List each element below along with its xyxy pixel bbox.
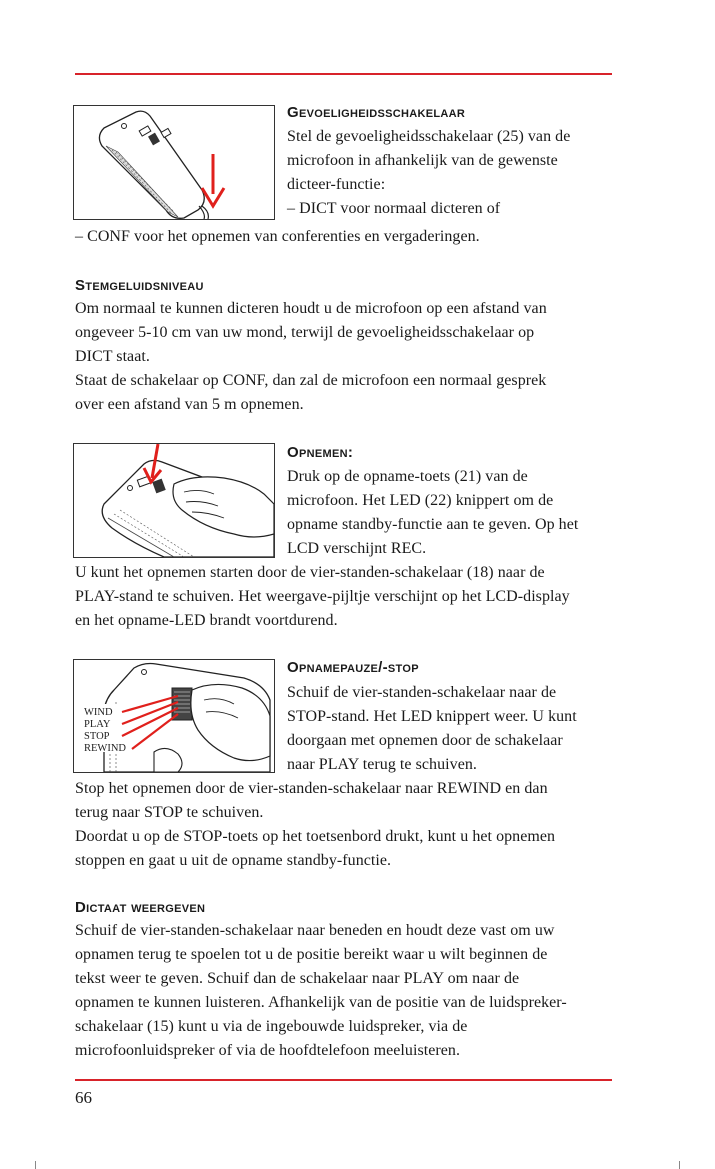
heading-dictaat-weergeven: Dictaat weergeven [75, 899, 206, 916]
text-line: PLAY-stand te schuiven. Het weergave-pijltje verschijnt op het LCD-display [75, 588, 570, 605]
text-line: Schuif de vier-standen-schakelaar naar beneden en houdt deze vast om uw [75, 922, 555, 939]
text-line: – CONF voor het opnemen van conferenties en vergaderingen. [75, 228, 480, 245]
text-line: DICT staat. [75, 348, 150, 365]
text-line: microfoonluidspreker of via de hoofdtelefoon meeluisteren. [75, 1042, 460, 1059]
text-line: U kunt het opnemen starten door de vier-standen-schakelaar (18) naar de [75, 564, 545, 581]
text-line: Doordat u op de STOP-toets op het toetsenbord drukt, kunt u het opnemen [75, 828, 556, 845]
switch-label-rewind: REWIND [84, 743, 126, 754]
bottom-rule [75, 1079, 612, 1081]
text-line: opnamen terug te spoelen tot u de positie bereikt waar u wilt beginnen de [75, 946, 548, 963]
switch-label-wind: WIND [84, 707, 113, 718]
text-line: LCD verschijnt REC. [287, 540, 427, 557]
text-line: Staat de schakelaar op CONF, dan zal de microfoon een normaal gesprek [75, 372, 547, 389]
text-line: stoppen en gaat u uit de opname standby-functie. [75, 852, 392, 869]
crop-mark [679, 1161, 680, 1169]
four-position-switch-figure [73, 659, 275, 773]
text-line: ongeveer 5-10 cm van uw mond, terwijl de gevoeligheidsschakelaar op [75, 324, 535, 341]
heading-gevoeligheidsschakelaar: Gevoeligheidsschakelaar [287, 104, 466, 121]
page-number: 66 [75, 1088, 92, 1107]
text-line: Schuif de vier-standen-schakelaar naar de [287, 684, 557, 701]
record-button-figure [73, 443, 275, 558]
text-line: Stel de gevoeligheidsschakelaar (25) van de [287, 128, 571, 145]
text-line: opname standby-functie aan te geven. Op het [287, 516, 579, 533]
heading-opnemen: Opnemen: [287, 444, 354, 461]
text-line: microfoon. Het LED (22) knippert om de [287, 492, 554, 509]
text-line: STOP-stand. Het LED knippert weer. U kunt [287, 708, 577, 725]
heading-opnamepauze-stop: Opnamepauze/-stop [287, 659, 419, 676]
text-line: – DICT voor normaal dicteren of [287, 200, 501, 217]
text-line: terug naar STOP te schuiven. [75, 804, 264, 821]
text-line: opnamen te kunnen luisteren. Afhankelijk van de positie van de luidspreker- [75, 994, 567, 1011]
sensitivity-switch-figure [73, 105, 275, 220]
text-line: microfoon in afhankelijk van de gewenste [287, 152, 558, 169]
text-line: en het opname-LED brandt voortdurend. [75, 612, 338, 629]
text-line: dicteer-functie: [287, 176, 386, 193]
crop-mark [35, 1161, 36, 1169]
microphone-record-illustration [74, 444, 274, 557]
text-line: over een afstand van 5 m opnemen. [75, 396, 304, 413]
microphone-sensitivity-illustration [74, 106, 274, 219]
switch-label-play: PLAY [84, 719, 111, 730]
text-line: naar PLAY terug te schuiven. [287, 756, 477, 773]
text-line: Om normaal te kunnen dicteren houdt u de microfoon op een afstand van [75, 300, 547, 317]
text-line: tekst weer te geven. Schuif dan de schakelaar naar PLAY om naar de [75, 970, 520, 987]
text-line: doorgaan met opnemen door de schakelaar [287, 732, 563, 749]
text-line: Druk op de opname-toets (21) van de [287, 468, 528, 485]
text-line: schakelaar (15) kunt u via de ingebouwde luidspreker, via de [75, 1018, 468, 1035]
top-rule [75, 73, 612, 75]
heading-stemgeluidsniveau: Stemgeluidsniveau [75, 277, 204, 294]
microphone-switch-illustration [74, 660, 274, 772]
text-line: Stop het opnemen door de vier-standen-schakelaar naar REWIND en dan [75, 780, 548, 797]
switch-label-stop: STOP [84, 731, 110, 742]
